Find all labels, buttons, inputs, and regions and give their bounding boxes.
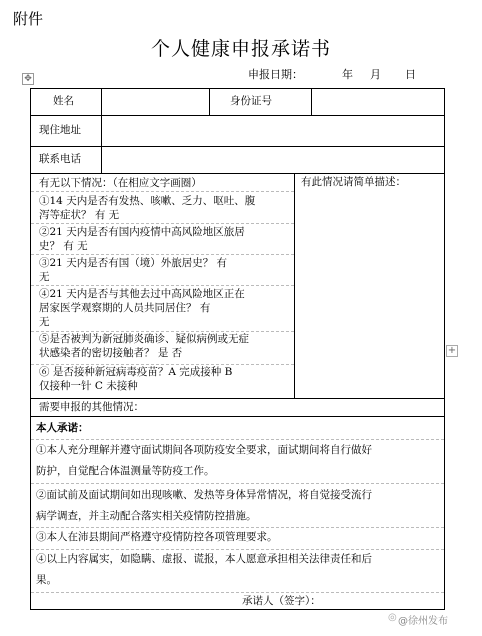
description-header: 有此情况请简单描述：	[301, 176, 406, 188]
pledge-1: ①本人充分理解并遵守面试期间各项防疫安全要求，面试期间将自行做好 防护，自觉配合体温测量等防疫工作。	[36, 444, 372, 477]
col-divider	[209, 89, 210, 115]
name-field[interactable]	[102, 90, 208, 114]
name-label: 姓名	[53, 95, 74, 107]
date-month: 月	[370, 68, 381, 81]
question-1: ①14 天内是否有发热、咳嗽、乏力、呕吐、腹 泻等症状？ 有 无	[39, 195, 256, 221]
other-situations-label: 需要申报的其他情况：	[39, 401, 144, 413]
address-field[interactable]	[102, 116, 443, 145]
attachment-label: 附件	[13, 10, 44, 28]
declaration-form-table	[30, 88, 445, 610]
id-number-label: 身份证号	[230, 95, 272, 107]
watermark: @徐州发布	[398, 616, 448, 627]
weibo-icon: ◎	[388, 612, 397, 623]
date-label: 申报日期：	[248, 68, 303, 81]
question-5: ⑤是否被判为新冠肺炎确诊、疑似病例或无症 状感染者的密切接触者？ 是 否	[39, 333, 249, 359]
row-divider	[31, 173, 444, 174]
row-divider	[31, 398, 444, 399]
question-2: ②21 天内是否有国内疫情中高风险地区旅居 史？ 有 无	[39, 226, 245, 252]
phone-label: 联系电话	[39, 153, 81, 165]
signature-label: 承诺人（签字）：	[242, 595, 321, 607]
description-field[interactable]	[295, 191, 443, 397]
question-3: ③21 天内是否有国（境）外旅居史？ 有 无	[39, 257, 228, 283]
pledge-4: ④以上内容属实，如隐瞒、虚报、谎报，本人愿意承担相关法律责任和后 果。	[36, 553, 372, 586]
pledge-2: ②面试前及面试期间如出现咳嗽、发热等身体异常情况，将自觉接受流行 病学调查，并主动配合落实相关疫情防控措施。	[36, 489, 372, 522]
question-4: ④21 天内是否与其他去过中高风险地区正在 居家医学观察期的人员共同居住？ 有 无	[39, 288, 245, 328]
address-label: 现住地址	[39, 124, 81, 136]
date-year: 年	[342, 68, 353, 81]
row-divider	[31, 416, 444, 417]
id-number-field[interactable]	[312, 90, 443, 114]
date-day: 日	[405, 68, 416, 81]
phone-field[interactable]	[102, 147, 443, 172]
page-title: 个人健康申报承诺书	[150, 38, 331, 60]
situations-header: 有无以下情况：（在相应文字画圈）	[39, 177, 202, 189]
question-6: ⑥ 是否接种新冠病毒疫苗？A 完成接种 B 仅接种一针 C 未接种	[39, 366, 233, 392]
add-row-icon[interactable]: +	[447, 345, 457, 356]
move-handle-icon[interactable]: ✥	[22, 73, 34, 85]
pledge-3: ③本人在沛县期间严格遵守疫情防控各项管理要求。	[36, 531, 278, 543]
pledge-title: 本人承诺：	[36, 422, 89, 434]
